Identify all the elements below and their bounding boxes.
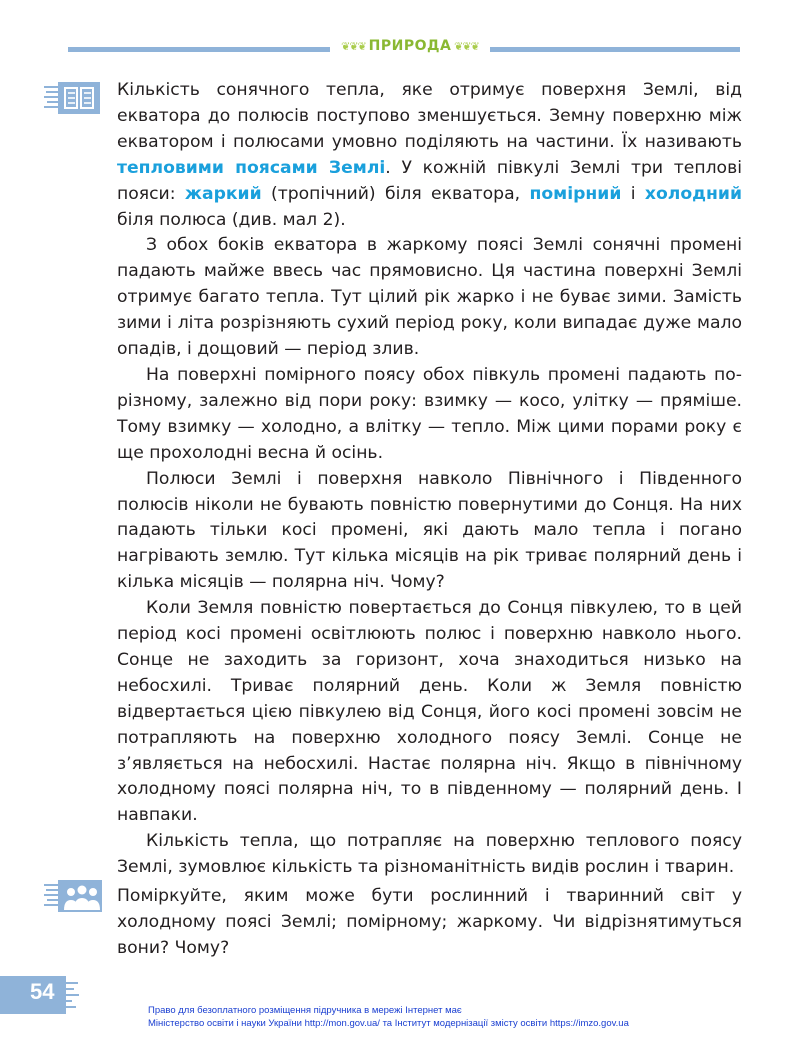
term-cold: холодний <box>644 183 743 204</box>
leaf-ornament-right-icon: ❦❦❦ <box>451 40 479 53</box>
book-icon <box>44 82 104 120</box>
paragraph: Коли Земля повністю повертається до Сонця півкулею, то в цей період косі промені освітлюють полюс і поверхню навколо нього. Сонце не заходить за горизонт, хоча знаходиться низько на небосхилі. Триває полярний день. Коли ж Земля повністю відвертається цією півкулею від Сонця, його косі промені зовсім не потрапляють на поверхню холодного поясу Землі. Сонце не з’являється на небосхилі. Настає полярна ніч. Якщо в північному холодному поясі полярна ніч, то в південному — полярний день. І навпаки. <box>117 598 742 826</box>
paragraph: З обох боків екватора в жаркому поясі Землі сонячні промені падають майже ввесь час прямовисно. Ця частина поверхні Землі отримує багато тепла. Тут цілий рік жарко і не буває зими. Замість зими і літа розрізняють сухий період року, коли випадає дуже мало опадів, і дощовий — період злив. <box>117 235 742 360</box>
footer-line: Міністерство освіти і науки України http://mon.gov.ua/ та Інститут модернізації змісту освіти https://imzo.gov.ua <box>148 1018 629 1029</box>
section-header <box>330 38 490 54</box>
term-temperate: помірний <box>529 183 622 204</box>
paragraph: На поверхні помірного поясу обох півкуль промені падають по-різному, залежно від пори року: взимку — косо, улітку — пряміше. Тому взимку — холодно, а влітку — тепло. Між цими порами року є ще прохолодні весна й осінь. <box>117 364 742 463</box>
paragraph: Кількість сонячного тепла, яке отримує поверхня Землі, від екватора до полюсів поступово зменшується. Земну поверхню між екватором і полюсами умовно поділяють на частини. Їх називають тепловими поясами Землі. У кожній півкулі Землі три теплові пояси: жаркий (тропічний) біля екватора, помірний і холодний біля полюса (див. мал 2). <box>117 80 743 230</box>
term-thermal-belts: тепловими поясами Землі <box>117 157 386 178</box>
paragraph: Полюси Землі і поверхня навколо Північного і Південного полюсів ніколи не бувають повністю повернутими до Сонця. На них падають тільки косі промені, які дають мало тепла і погано нагрівають землю. Тут кілька місяців на рік триває полярний день і кілька місяців — полярна ніч. Чому? <box>117 468 742 593</box>
leaf-ornament-left-icon: ❦❦❦ <box>341 40 369 53</box>
section-title: ПРИРОДА <box>368 38 452 54</box>
question-text: Поміркуйте, яким може бути рослинний і тваринний світ у холодному поясі Землі; помірному; жаркому. Чи відрізнятимуться вони? Чому? <box>117 886 742 958</box>
page-number: 54 <box>30 979 55 1004</box>
header-rule-right <box>490 47 740 52</box>
paragraph: Кількість тепла, що потрапляє на поверхню теплового поясу Землі, зумовлює кількість та різноманітність видів рослин і тварин. <box>117 831 742 878</box>
term-hot: жаркий <box>184 183 262 204</box>
page-tab-stripes <box>64 980 80 1014</box>
footer-line: Право для безоплатного розміщення підручника в мережі Інтернет має <box>148 1005 462 1016</box>
people-group-icon <box>44 880 106 918</box>
main-text <box>117 78 742 881</box>
header-rule-left <box>68 47 330 52</box>
discussion-question <box>117 884 742 962</box>
footer-notice <box>148 1004 748 1030</box>
